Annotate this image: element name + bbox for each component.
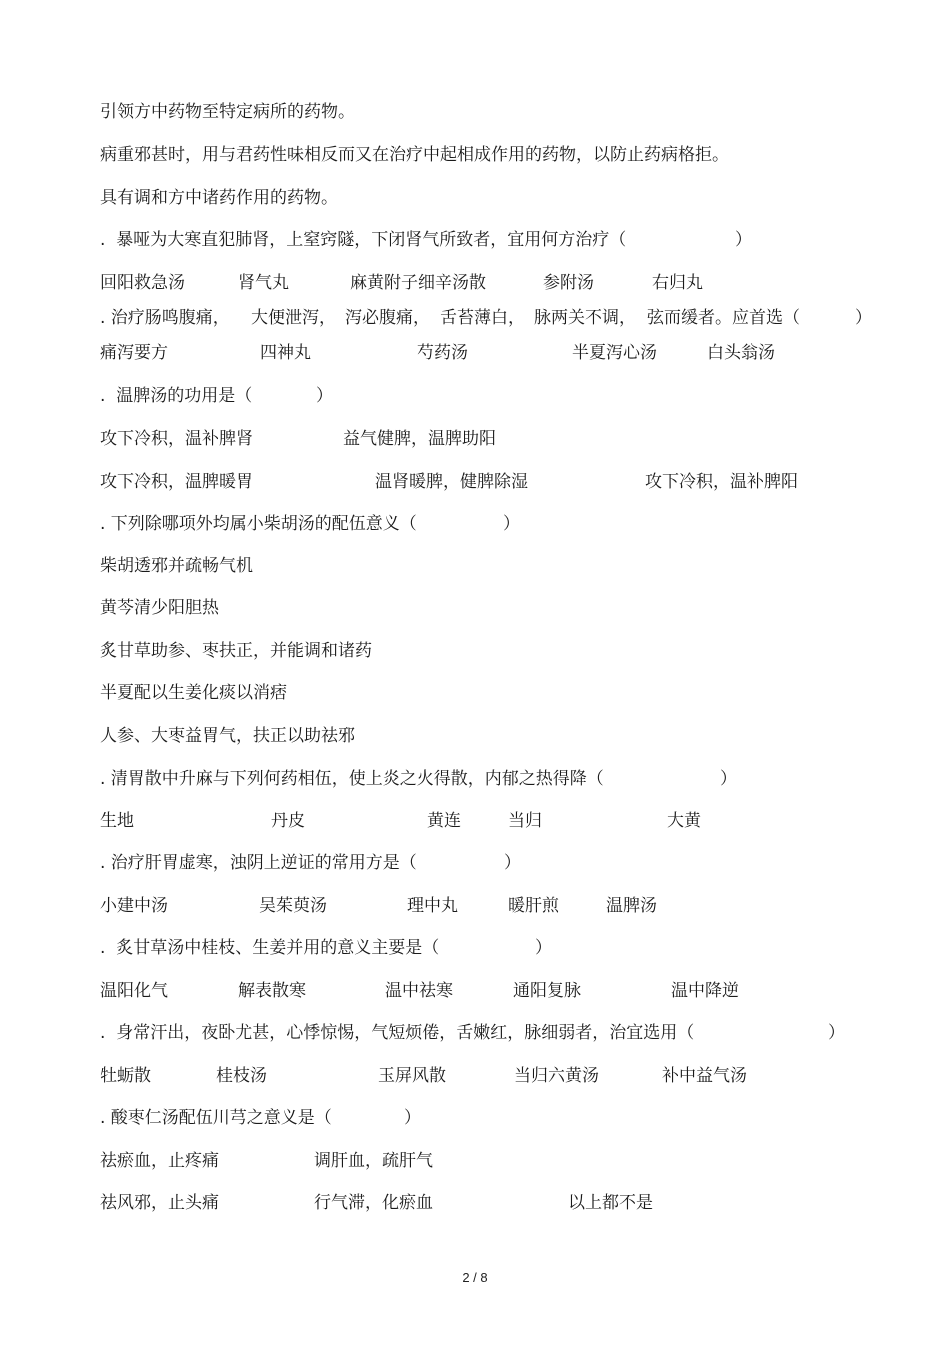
text-segment: 祛瘀血，止疼痛 — [100, 1151, 219, 1171]
text-segment: 弦而缓者。应首选（ — [647, 308, 800, 328]
text-segment: 回阳救急汤 — [100, 273, 185, 293]
text-segment: 泻必腹痛， — [345, 308, 430, 328]
text-segment: 舌苔薄白， — [440, 308, 525, 328]
text-segment: 以上都不是 — [568, 1193, 653, 1213]
text-segment: 通阳复脉 — [513, 981, 581, 1001]
page-number: 2 / 8 — [462, 1270, 488, 1285]
text-segment: 黄连 — [427, 811, 461, 831]
text-segment: 牡蛎散 — [100, 1066, 151, 1086]
text-segment: . 酸枣仁汤配伍川芎之意义是（ — [100, 1108, 332, 1128]
text-segment: ） — [504, 853, 521, 873]
text-segment: 攻下冷积，温脾暖胃 — [100, 472, 253, 492]
text-segment: 白头翁汤 — [707, 343, 775, 363]
text-segment: 当归六黄汤 — [514, 1066, 599, 1086]
text-segment: 调肝血，疏肝气 — [314, 1151, 433, 1171]
text-segment: 病重邪甚时，用与君药性味相反而又在治疗中起相成作用的药物，以防止药病格拒。 — [100, 145, 729, 165]
text-segment: 生地 — [100, 811, 134, 831]
text-segment: ） — [503, 514, 520, 534]
text-segment: 温中降逆 — [671, 981, 739, 1001]
text-segment: 行气滞，化瘀血 — [314, 1193, 433, 1213]
text-segment: 肾气丸 — [238, 273, 289, 293]
text-segment: 参附汤 — [543, 273, 594, 293]
text-segment: 半夏配以生姜化痰以消痞 — [100, 683, 287, 703]
text-segment: . 下列除哪项外均属小柴胡汤的配伍意义（ — [100, 514, 417, 534]
text-segment: ） — [316, 386, 333, 406]
text-segment: 理中丸 — [407, 896, 458, 916]
text-segment: . 治疗肝胃虚寒，浊阴上逆证的常用方是（ — [100, 853, 417, 873]
text-segment: 丹皮 — [271, 811, 305, 831]
text-segment: . 治疗肠鸣腹痛， — [100, 308, 230, 328]
text-segment: . 温脾汤的功用是（ — [100, 386, 253, 406]
text-segment: 麻黄附子细辛汤散 — [350, 273, 486, 293]
text-segment: . 炙甘草汤中桂枝、生姜并用的意义主要是（ — [100, 938, 440, 958]
text-segment: 脉两关不调， — [534, 308, 636, 328]
text-segment: 小建中汤 — [100, 896, 168, 916]
text-segment: 当归 — [508, 811, 542, 831]
text-segment: 炙甘草助参、枣扶正，并能调和诸药 — [100, 641, 372, 661]
text-segment: ） — [735, 230, 752, 250]
text-segment: ） — [535, 938, 552, 958]
text-segment: 痛泻要方 — [100, 343, 168, 363]
text-segment: 温肾暖脾，健脾除湿 — [375, 472, 528, 492]
text-segment: 右归丸 — [652, 273, 703, 293]
text-segment: 芍药汤 — [417, 343, 468, 363]
text-segment: 祛风邪，止头痛 — [100, 1193, 219, 1213]
text-segment: 玉屏风散 — [378, 1066, 446, 1086]
text-segment: 解表散寒 — [238, 981, 306, 1001]
text-segment: 半夏泻心汤 — [572, 343, 657, 363]
text-segment: . 暴哑为大寒直犯肺肾，上窒窍隧，下闭肾气所致者，宜用何方治疗（ — [100, 230, 627, 250]
text-segment: 温中祛寒 — [385, 981, 453, 1001]
text-segment: 暖肝煎 — [508, 896, 559, 916]
text-segment: 温阳化气 — [100, 981, 168, 1001]
text-segment: 引领方中药物至特定病所的药物。 — [100, 102, 355, 122]
text-segment: ） — [404, 1108, 421, 1128]
text-segment: ） — [855, 308, 872, 328]
text-segment: ） — [720, 769, 737, 789]
text-segment: 黄芩清少阳胆热 — [100, 598, 219, 618]
text-segment: 攻下冷积，温补脾阳 — [645, 472, 798, 492]
text-segment: . 清胃散中升麻与下列何药相伍，使上炎之火得散，内郁之热得降（ — [100, 769, 604, 789]
text-segment: . 身常汗出，夜卧尤甚，心悸惊惕，气短烦倦，舌嫩红，脉细弱者，治宜选用（ — [100, 1023, 695, 1043]
text-segment: 具有调和方中诸药作用的药物。 — [100, 188, 338, 208]
text-segment: 大黄 — [667, 811, 701, 831]
text-segment: 四神丸 — [260, 343, 311, 363]
text-segment: 桂枝汤 — [216, 1066, 267, 1086]
text-segment: 温脾汤 — [606, 896, 657, 916]
text-segment: 大便泄泻， — [251, 308, 336, 328]
text-segment: 吴茱萸汤 — [259, 896, 327, 916]
text-segment: 补中益气汤 — [662, 1066, 747, 1086]
text-segment: 益气健脾，温脾助阳 — [343, 429, 496, 449]
text-segment: 柴胡透邪并疏畅气机 — [100, 556, 253, 576]
text-segment: 人参、大枣益胃气，扶正以助祛邪 — [100, 726, 355, 746]
text-segment: ） — [828, 1023, 845, 1043]
text-segment: 攻下冷积，温补脾肾 — [100, 429, 253, 449]
